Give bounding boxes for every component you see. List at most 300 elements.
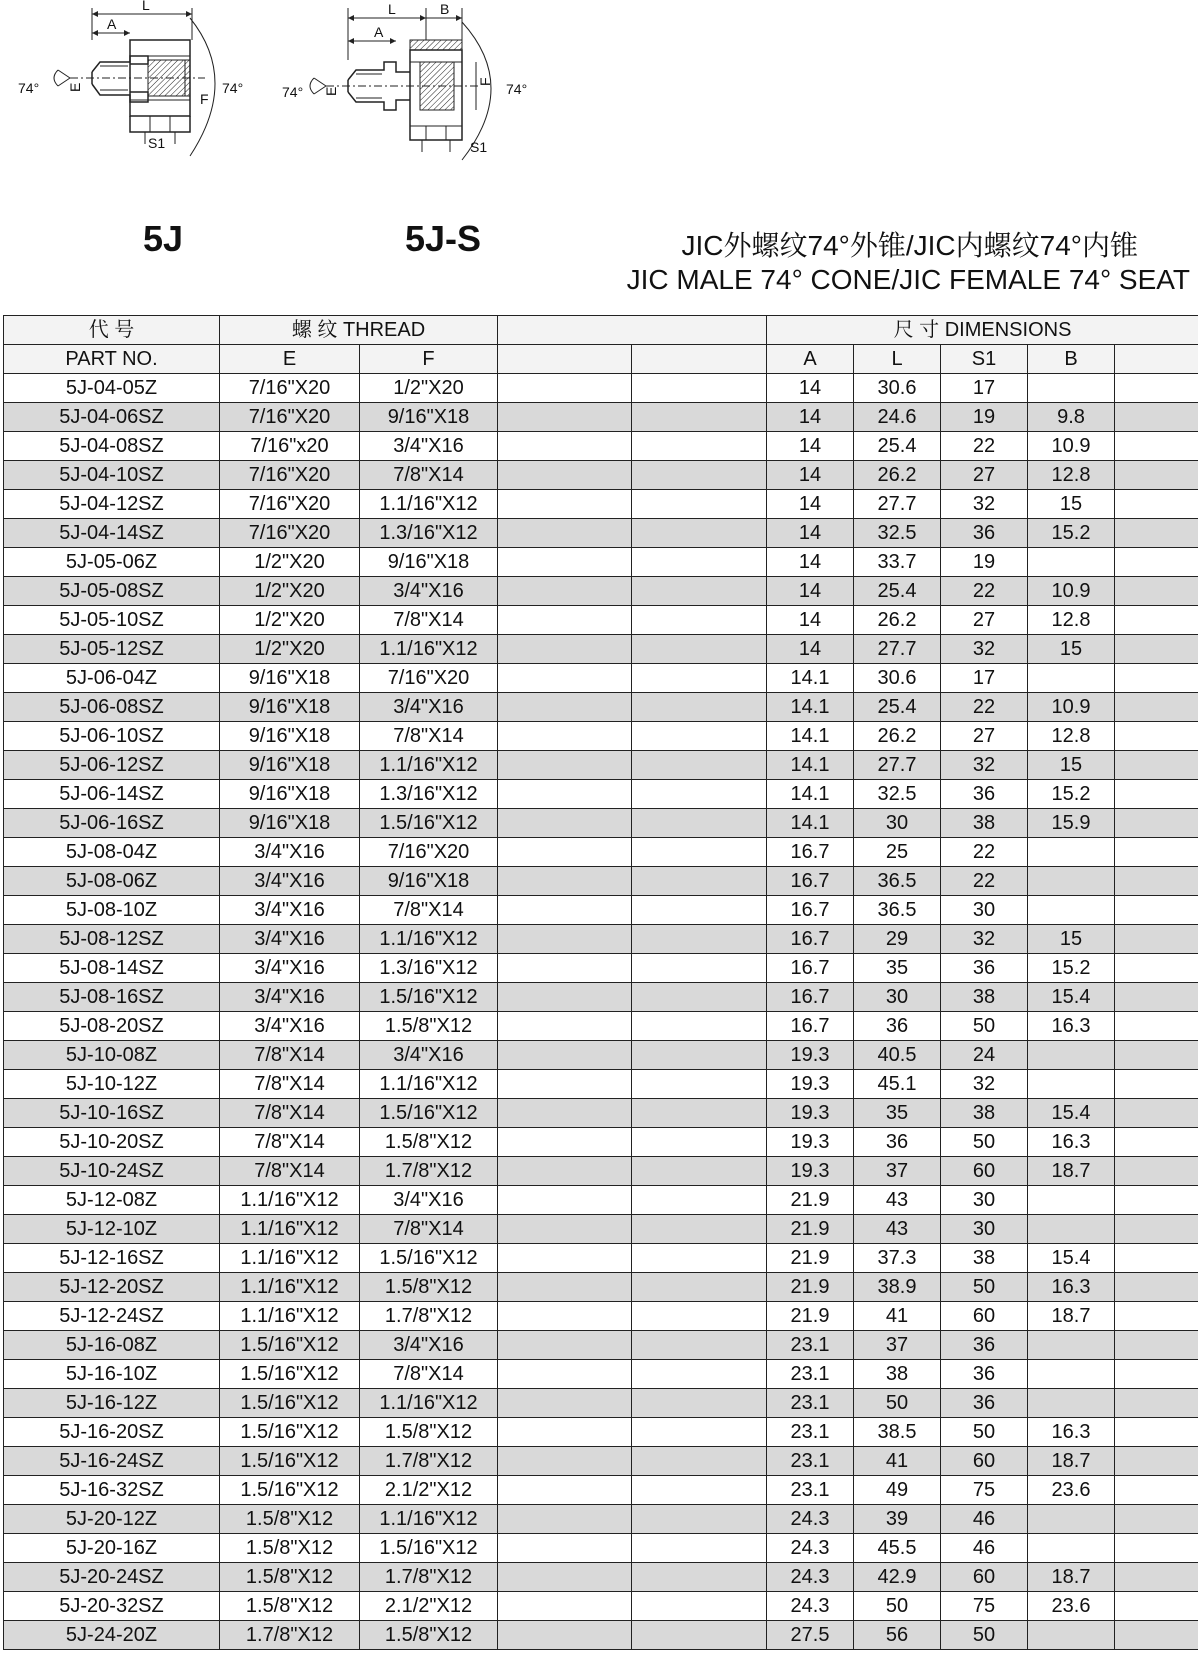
part-no-cell: 5J-04-08SZ xyxy=(4,432,220,461)
thread-e-cell: 1.5/8"X12 xyxy=(220,1505,360,1534)
dim-l-cell: 30 xyxy=(854,809,941,838)
table-row xyxy=(4,1041,1199,1070)
table-row xyxy=(4,867,1199,896)
dim-a-cell: 23.1 xyxy=(767,1331,854,1360)
thread-e-cell: 1.1/16"X12 xyxy=(220,1302,360,1331)
blank-cell xyxy=(632,490,767,519)
dim-s1-cell: 50 xyxy=(941,1621,1028,1650)
table-row xyxy=(4,1070,1199,1099)
blank-cell xyxy=(498,751,632,780)
blank-cell xyxy=(498,461,632,490)
dim-s1-cell: 32 xyxy=(941,751,1028,780)
part-no-cell: 5J-08-06Z xyxy=(4,867,220,896)
part-no-cell: 5J-12-24SZ xyxy=(4,1302,220,1331)
blank-cell xyxy=(498,1070,632,1099)
blank-cell xyxy=(498,1157,632,1186)
table-row xyxy=(4,432,1199,461)
blank-cell xyxy=(632,1418,767,1447)
table-row xyxy=(4,1534,1199,1563)
part-no-cell: 5J-06-04Z xyxy=(4,664,220,693)
thread-f-cell: 7/8"X14 xyxy=(360,461,498,490)
col-header-f: F xyxy=(360,345,498,374)
dim-s1-cell: 46 xyxy=(941,1505,1028,1534)
thread-e-cell: 1.7/8"X12 xyxy=(220,1621,360,1650)
blank-cell xyxy=(1115,838,1199,867)
dim-a-cell: 19.3 xyxy=(767,1099,854,1128)
dim-b-cell xyxy=(1028,1360,1115,1389)
dim-a-cell: 24.3 xyxy=(767,1563,854,1592)
table-row xyxy=(4,664,1199,693)
dim-l-cell: 38.5 xyxy=(854,1418,941,1447)
thread-f-cell: 9/16"X18 xyxy=(360,867,498,896)
thread-e-cell: 7/16"X20 xyxy=(220,519,360,548)
part-no-cell: 5J-20-24SZ xyxy=(4,1563,220,1592)
dim-a-cell: 23.1 xyxy=(767,1476,854,1505)
dim-s1-cell: 50 xyxy=(941,1273,1028,1302)
blank-cell xyxy=(498,1592,632,1621)
table-row xyxy=(4,519,1199,548)
thread-f-cell: 3/4"X16 xyxy=(360,693,498,722)
blank-cell xyxy=(632,1157,767,1186)
angle-label-left2: 74° xyxy=(282,84,304,100)
dim-label-s1: S1 xyxy=(148,135,166,151)
model-label-5j: 5J xyxy=(143,218,184,259)
part-no-cell: 5J-05-10SZ xyxy=(4,606,220,635)
dim-s1-cell: 75 xyxy=(941,1592,1028,1621)
part-no-cell: 5J-04-06SZ xyxy=(4,403,220,432)
blank-cell xyxy=(498,1621,632,1650)
dim-a-cell: 14 xyxy=(767,432,854,461)
dim-s1-cell: 60 xyxy=(941,1447,1028,1476)
blank-cell xyxy=(632,1389,767,1418)
thread-f-cell: 7/8"X14 xyxy=(360,1215,498,1244)
dim-a-cell: 21.9 xyxy=(767,1244,854,1273)
table-row xyxy=(4,983,1199,1012)
dim-l-cell: 37 xyxy=(854,1157,941,1186)
part-no-cell: 5J-05-06Z xyxy=(4,548,220,577)
thread-f-cell: 1.1/16"X12 xyxy=(360,1070,498,1099)
thread-e-cell: 7/8"X14 xyxy=(220,1157,360,1186)
dim-l-cell: 36 xyxy=(854,1012,941,1041)
blank-cell xyxy=(1115,1418,1199,1447)
dim-l-cell: 41 xyxy=(854,1447,941,1476)
dim-b-cell: 16.3 xyxy=(1028,1418,1115,1447)
dim-l-cell: 32.5 xyxy=(854,780,941,809)
thread-e-cell: 1.5/16"X12 xyxy=(220,1476,360,1505)
dim-l-cell: 25 xyxy=(854,838,941,867)
blank-cell xyxy=(498,403,632,432)
dim-l-cell: 35 xyxy=(854,954,941,983)
dim-b-cell: 12.8 xyxy=(1028,722,1115,751)
blank-cell xyxy=(632,1302,767,1331)
dim-b-cell: 23.6 xyxy=(1028,1476,1115,1505)
dim-a-cell: 14 xyxy=(767,490,854,519)
dim-a-cell: 16.7 xyxy=(767,1012,854,1041)
dim-label-f: F xyxy=(200,91,209,107)
dim-l-cell: 30.6 xyxy=(854,374,941,403)
dim-b-cell xyxy=(1028,1621,1115,1650)
table-row xyxy=(4,809,1199,838)
blank-cell xyxy=(498,432,632,461)
blank-cell xyxy=(632,1331,767,1360)
dim-a-cell: 19.3 xyxy=(767,1157,854,1186)
thread-e-cell: 9/16"X18 xyxy=(220,751,360,780)
table-row xyxy=(4,751,1199,780)
part-no-header-en: PART NO. xyxy=(4,345,220,374)
dim-s1-cell: 19 xyxy=(941,548,1028,577)
blank-cell xyxy=(632,1186,767,1215)
thread-f-cell: 9/16"X18 xyxy=(360,548,498,577)
blank-cell xyxy=(1115,1070,1199,1099)
blank-cell xyxy=(498,1389,632,1418)
blank-cell xyxy=(632,1012,767,1041)
dim-l-cell: 50 xyxy=(854,1592,941,1621)
thread-e-cell: 7/8"X14 xyxy=(220,1070,360,1099)
dim-b-cell: 16.3 xyxy=(1028,1273,1115,1302)
thread-f-cell: 1.5/8"X12 xyxy=(360,1418,498,1447)
part-no-cell: 5J-10-20SZ xyxy=(4,1128,220,1157)
dim-a-cell: 27.5 xyxy=(767,1621,854,1650)
dim-l-cell: 26.2 xyxy=(854,461,941,490)
thread-f-cell: 1.5/8"X12 xyxy=(360,1273,498,1302)
dim-a-cell: 21.9 xyxy=(767,1273,854,1302)
dim-a-cell: 14.1 xyxy=(767,693,854,722)
dim-a-cell: 14 xyxy=(767,548,854,577)
dimension-table-container xyxy=(3,315,1198,1659)
dim-b-cell: 10.9 xyxy=(1028,577,1115,606)
dim-b-cell: 12.8 xyxy=(1028,461,1115,490)
blank-cell xyxy=(498,1012,632,1041)
blank-cell xyxy=(632,1273,767,1302)
dim-l-cell: 25.4 xyxy=(854,577,941,606)
blank-cell xyxy=(1115,1012,1199,1041)
dim-s1-cell: 22 xyxy=(941,693,1028,722)
thread-e-cell: 7/16"X20 xyxy=(220,403,360,432)
thread-f-cell: 9/16"X18 xyxy=(360,403,498,432)
blank-cell xyxy=(498,1273,632,1302)
dim-a-cell: 14.1 xyxy=(767,751,854,780)
thread-f-cell: 2.1/2"X12 xyxy=(360,1592,498,1621)
angle-label-right: 74° xyxy=(222,80,244,96)
blank-cell xyxy=(498,1186,632,1215)
thread-f-cell: 3/4"X16 xyxy=(360,1186,498,1215)
blank-cell xyxy=(1115,432,1199,461)
dim-l-cell: 38 xyxy=(854,1360,941,1389)
blank-cell xyxy=(632,1041,767,1070)
part-no-cell: 5J-06-12SZ xyxy=(4,751,220,780)
dim-a-cell: 24.3 xyxy=(767,1534,854,1563)
blank-cell xyxy=(1115,635,1199,664)
thread-f-cell: 1.3/16"X12 xyxy=(360,954,498,983)
dim-s1-cell: 22 xyxy=(941,577,1028,606)
thread-e-cell: 9/16"X18 xyxy=(220,780,360,809)
dimensions-group-header: 尺 寸 DIMENSIONS xyxy=(767,316,1199,345)
part-no-cell: 5J-16-20SZ xyxy=(4,1418,220,1447)
blank-cell xyxy=(498,1505,632,1534)
thread-e-cell: 1/2"X20 xyxy=(220,635,360,664)
thread-f-cell: 3/4"X16 xyxy=(360,577,498,606)
dim-b-cell: 16.3 xyxy=(1028,1012,1115,1041)
thread-f-cell: 1.5/8"X12 xyxy=(360,1128,498,1157)
model-label-5j-s: 5J-S xyxy=(405,218,482,259)
part-no-cell: 5J-05-08SZ xyxy=(4,577,220,606)
dim-s1-cell: 32 xyxy=(941,490,1028,519)
dim-b-cell: 18.7 xyxy=(1028,1157,1115,1186)
thread-f-cell: 7/8"X14 xyxy=(360,606,498,635)
thread-e-cell: 7/16"X20 xyxy=(220,461,360,490)
part-no-header-cn: 代 号 xyxy=(4,316,220,345)
diagram-5j xyxy=(18,0,243,156)
dim-l-cell: 56 xyxy=(854,1621,941,1650)
dim-l-cell: 37.3 xyxy=(854,1244,941,1273)
part-no-cell: 5J-16-10Z xyxy=(4,1360,220,1389)
blank-cell xyxy=(1115,548,1199,577)
thread-e-cell: 1.1/16"X12 xyxy=(220,1186,360,1215)
blank-cell xyxy=(498,896,632,925)
part-no-cell: 5J-08-16SZ xyxy=(4,983,220,1012)
dim-a-cell: 19.3 xyxy=(767,1070,854,1099)
dim-s1-cell: 22 xyxy=(941,838,1028,867)
dim-a-cell: 21.9 xyxy=(767,1215,854,1244)
dim-b-cell: 15 xyxy=(1028,751,1115,780)
dim-a-cell: 19.3 xyxy=(767,1041,854,1070)
dim-b-cell: 18.7 xyxy=(1028,1447,1115,1476)
blank-cell xyxy=(1115,519,1199,548)
dim-a-cell: 16.7 xyxy=(767,867,854,896)
blank-cell xyxy=(1115,780,1199,809)
blank-cell xyxy=(632,896,767,925)
dim-s1-cell: 36 xyxy=(941,954,1028,983)
dim-b-cell xyxy=(1028,1215,1115,1244)
dim-s1-cell: 22 xyxy=(941,432,1028,461)
part-no-cell: 5J-05-12SZ xyxy=(4,635,220,664)
dim-s1-cell: 24 xyxy=(941,1041,1028,1070)
dim-b-cell xyxy=(1028,1389,1115,1418)
thread-f-cell: 1.5/16"X12 xyxy=(360,1534,498,1563)
thread-e-cell: 9/16"X18 xyxy=(220,693,360,722)
thread-f-cell: 1.5/8"X12 xyxy=(360,1012,498,1041)
dim-a-cell: 14 xyxy=(767,403,854,432)
blank-cell xyxy=(498,867,632,896)
dim-s1-cell: 38 xyxy=(941,1099,1028,1128)
dim-s1-cell: 27 xyxy=(941,722,1028,751)
dim-label-l: L xyxy=(142,0,150,13)
thread-e-cell: 1.1/16"X12 xyxy=(220,1244,360,1273)
table-row xyxy=(4,1592,1199,1621)
dim-a-cell: 21.9 xyxy=(767,1186,854,1215)
dim-b-cell: 15.4 xyxy=(1028,1099,1115,1128)
blank-cell xyxy=(632,1534,767,1563)
dim-s1-cell: 60 xyxy=(941,1302,1028,1331)
table-body xyxy=(4,374,1199,1650)
dim-a-cell: 16.7 xyxy=(767,838,854,867)
col-header-l: L xyxy=(854,345,941,374)
col-header-blank-2 xyxy=(632,345,767,374)
dim-label-l2: L xyxy=(388,1,396,17)
blank-cell xyxy=(498,954,632,983)
dim-l-cell: 42.9 xyxy=(854,1563,941,1592)
dim-l-cell: 38.9 xyxy=(854,1273,941,1302)
blank-cell xyxy=(632,548,767,577)
dim-b-cell xyxy=(1028,548,1115,577)
blank-cell xyxy=(498,1128,632,1157)
thread-f-cell: 7/16"X20 xyxy=(360,838,498,867)
blank-cell xyxy=(632,867,767,896)
blank-cell xyxy=(632,1563,767,1592)
col-header-s1: S1 xyxy=(941,345,1028,374)
dim-l-cell: 39 xyxy=(854,1505,941,1534)
thread-e-cell: 3/4"X16 xyxy=(220,1012,360,1041)
col-header-blank-3 xyxy=(1115,345,1199,374)
blank-cell xyxy=(632,1592,767,1621)
dim-s1-cell: 50 xyxy=(941,1418,1028,1447)
thread-e-cell: 3/4"X16 xyxy=(220,954,360,983)
dim-s1-cell: 60 xyxy=(941,1563,1028,1592)
dim-s1-cell: 36 xyxy=(941,780,1028,809)
dim-s1-cell: 60 xyxy=(941,1157,1028,1186)
table-row xyxy=(4,1621,1199,1650)
dim-s1-cell: 30 xyxy=(941,1186,1028,1215)
blank-cell xyxy=(498,1563,632,1592)
dim-l-cell: 25.4 xyxy=(854,693,941,722)
dim-l-cell: 49 xyxy=(854,1476,941,1505)
dim-l-cell: 27.7 xyxy=(854,751,941,780)
blank-cell xyxy=(632,1070,767,1099)
dim-a-cell: 16.7 xyxy=(767,925,854,954)
dim-l-cell: 36.5 xyxy=(854,867,941,896)
dim-b-cell xyxy=(1028,1041,1115,1070)
blank-cell xyxy=(498,635,632,664)
blank-cell xyxy=(632,519,767,548)
thread-f-cell: 7/16"X20 xyxy=(360,664,498,693)
dim-label-b: B xyxy=(440,1,450,17)
dim-b-cell xyxy=(1028,1331,1115,1360)
table-row xyxy=(4,1389,1199,1418)
table-row xyxy=(4,780,1199,809)
dim-l-cell: 33.7 xyxy=(854,548,941,577)
blank-cell xyxy=(632,1447,767,1476)
title-chinese: JIC外螺纹74°外锥/JIC内螺纹74°内锥 xyxy=(681,230,1138,261)
blank-cell xyxy=(1115,1128,1199,1157)
dim-b-cell xyxy=(1028,1534,1115,1563)
blank-cell xyxy=(632,1099,767,1128)
table-row xyxy=(4,1215,1199,1244)
blank-cell xyxy=(1115,490,1199,519)
thread-e-cell: 1.5/8"X12 xyxy=(220,1534,360,1563)
dim-s1-cell: 38 xyxy=(941,809,1028,838)
dim-a-cell: 24.3 xyxy=(767,1592,854,1621)
dim-a-cell: 14 xyxy=(767,374,854,403)
empty-header xyxy=(498,316,767,345)
angle-label-right2: 74° xyxy=(506,81,528,97)
dim-b-cell: 23.6 xyxy=(1028,1592,1115,1621)
thread-e-cell: 1/2"X20 xyxy=(220,548,360,577)
thread-f-cell: 1/2"X20 xyxy=(360,374,498,403)
blank-cell xyxy=(632,1360,767,1389)
dim-label-f2: F xyxy=(477,77,493,86)
blank-cell xyxy=(498,693,632,722)
blank-cell xyxy=(498,1534,632,1563)
thread-f-cell: 1.5/8"X12 xyxy=(360,1621,498,1650)
thread-e-cell: 3/4"X16 xyxy=(220,896,360,925)
blank-cell xyxy=(1115,1360,1199,1389)
blank-cell xyxy=(1115,1563,1199,1592)
thread-f-cell: 3/4"X16 xyxy=(360,432,498,461)
dim-a-cell: 14 xyxy=(767,461,854,490)
dim-s1-cell: 50 xyxy=(941,1012,1028,1041)
blank-cell xyxy=(1115,722,1199,751)
blank-cell xyxy=(498,1244,632,1273)
dim-a-cell: 14.1 xyxy=(767,780,854,809)
blank-cell xyxy=(1115,925,1199,954)
dim-l-cell: 50 xyxy=(854,1389,941,1418)
thread-f-cell: 3/4"X16 xyxy=(360,1041,498,1070)
dim-s1-cell: 38 xyxy=(941,1244,1028,1273)
table-row xyxy=(4,1563,1199,1592)
part-no-cell: 5J-08-10Z xyxy=(4,896,220,925)
part-no-cell: 5J-08-20SZ xyxy=(4,1012,220,1041)
blank-cell xyxy=(498,577,632,606)
table-row xyxy=(4,635,1199,664)
thread-f-cell: 1.5/16"X12 xyxy=(360,983,498,1012)
table-row xyxy=(4,1099,1199,1128)
blank-cell xyxy=(498,490,632,519)
thread-e-cell: 7/16"X20 xyxy=(220,374,360,403)
thread-f-cell: 1.7/8"X12 xyxy=(360,1302,498,1331)
dim-l-cell: 43 xyxy=(854,1186,941,1215)
table-row xyxy=(4,548,1199,577)
blank-cell xyxy=(1115,1331,1199,1360)
thread-f-cell: 1.5/16"X12 xyxy=(360,809,498,838)
table-row xyxy=(4,1186,1199,1215)
dim-l-cell: 30 xyxy=(854,983,941,1012)
thread-f-cell: 7/8"X14 xyxy=(360,896,498,925)
dim-l-cell: 35 xyxy=(854,1099,941,1128)
blank-cell xyxy=(632,1215,767,1244)
blank-cell xyxy=(1115,1389,1199,1418)
thread-e-cell: 1.1/16"X12 xyxy=(220,1215,360,1244)
blank-cell xyxy=(498,1476,632,1505)
dim-b-cell: 15.2 xyxy=(1028,954,1115,983)
blank-cell xyxy=(1115,693,1199,722)
dim-s1-cell: 36 xyxy=(941,1389,1028,1418)
thread-f-cell: 7/8"X14 xyxy=(360,722,498,751)
blank-cell xyxy=(632,403,767,432)
thread-e-cell: 1.5/8"X12 xyxy=(220,1592,360,1621)
part-no-cell: 5J-12-16SZ xyxy=(4,1244,220,1273)
dim-s1-cell: 38 xyxy=(941,983,1028,1012)
dim-label-a2: A xyxy=(374,24,384,40)
blank-cell xyxy=(1115,954,1199,983)
blank-cell xyxy=(1115,664,1199,693)
thread-e-cell: 1.5/8"X12 xyxy=(220,1563,360,1592)
thread-e-cell: 9/16"X18 xyxy=(220,722,360,751)
blank-cell xyxy=(632,635,767,664)
blank-cell xyxy=(498,809,632,838)
blank-cell xyxy=(498,780,632,809)
col-header-a: A xyxy=(767,345,854,374)
dim-a-cell: 19.3 xyxy=(767,1128,854,1157)
blank-cell xyxy=(498,1302,632,1331)
dim-s1-cell: 50 xyxy=(941,1128,1028,1157)
table-row xyxy=(4,1476,1199,1505)
part-no-cell: 5J-06-10SZ xyxy=(4,722,220,751)
dim-s1-cell: 32 xyxy=(941,925,1028,954)
blank-cell xyxy=(1115,1476,1199,1505)
dim-a-cell: 14 xyxy=(767,577,854,606)
table-row xyxy=(4,606,1199,635)
thread-f-cell: 1.1/16"X12 xyxy=(360,490,498,519)
